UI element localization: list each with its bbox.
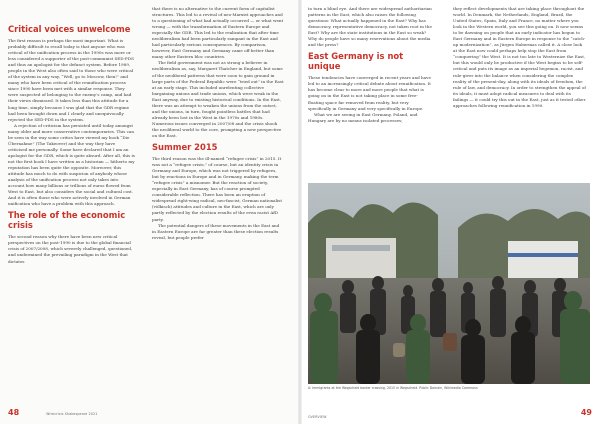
paragraph: The second reason why there have been new critical perspectives on the post-1990 is due to the global financial crisis of 2007/2008, which severely challenged, questioned, and undermined the prevailing paradigm in the West that dictates (8, 234, 133, 264)
column-4 (453, 6, 587, 109)
paragraph: These tendencies have converged in recent years and have led to an increasingly critical debate about reunification. It has become clear to more and more people that what is going on in the East is not taking place in some free-floating space far removed from reality, but very specifically in Germany and very specifically in Europe. (308, 75, 431, 111)
column-3 (308, 6, 432, 124)
book-gutter (298, 0, 302, 424)
heading-east-germany-not-unique: East Germany is not unique (308, 51, 404, 72)
section-label: OVERVIEW (308, 415, 327, 419)
publication-label: Wirecrisis Shakespeare 2021 (46, 412, 98, 416)
paragraph: that there is no alternative to the current form of capitalist structures. This led to a revival of neo-Marxist approaches and to a questioning of what had actually occurred — or what went wrong — with the transformation of Eastern Europe and especially the GDR. This led to the realization that after time neoliberalism had been particularly rampant in the East and had particularly serious consequences. By comparison, however, East Germany and Germany came off better than many other Eastern bloc countries. (152, 6, 284, 60)
page-number-right: 49 (580, 408, 592, 417)
paragraph: to turn a blind eye. And there are widespread authoritarian patterns in the East, which also raises the following questions: What actually happened in the East? Why has democracy, representative democracy, not taken root in the East? Why are the state institutions in the East so weak? Why do people have so many reservations about the media and the press? (308, 6, 432, 48)
paragraph: they reflect developments that are taking place throughout the world. In Denmark, the Netherlands, England, Brazil, the United States, Spain, Italy and France, no matter where you look in the Western world, you see this going on. It now seems to be dawning on people that an early indicator has begun to East Germany and in Eastern Europe in response to the “catch-up modernization”, as Jürgen Habermas called it. A close look at the East now could perhaps help stop the East from “conquering” the West. It is not too late to Westernize the East, but this would only be productive if the West begins to be self-critical and puts its image as an imperial hegemon, racist, and rule-giver into the balance when considering the complex reality of the present-day, along with its ideals of freedom, the rule of law, and democracy. In order to strengthen the appeal of its ideals, it must adopt radical measures to deal with its failings — it could try this out in the East, just as it tested other approaches following reunification in 1990. (453, 6, 586, 108)
paragraph: The third reason was the ill-named “refugee crisis” in 2015. It was not a “refugee crisis,” of course, but an identity crisis in Germany and Europe, which was not triggered by refugees, but by reactions in Europe and in Germany, making the term “refugee crisis” a misnomer. But the reaction of society, especially in East Germany, has of course prompted considerable reflection. There has been an eruption of widespread right-wing radical, neo-fascist, German nationalist (völkisch) attitudes and culture in the East, which are only partly reflected by the election results of the even racist AfD party. (152, 156, 282, 222)
refugees-police-photo (308, 183, 590, 384)
heading-critical-voices: Critical voices unwelcome (8, 24, 131, 34)
paragraph: A rejection of criticism has persisted until today amongst many older and more conservative contemporaries. This can be seen in the way some critics have viewed my book “Die Übernahme” (The Takeover) and the way they have criticised me personally. Some have declared that I am an apologist for the GDR, which is quite absurd. After all, this is not the first book I have written as a historian — hitherto my reputation has been quite the opposite. Moreover, this attitude has much to do with suspicion of anybody whose analysis of the unification process not only takes into account how many billions or trillions of euros flowed from West to East, but also considers the social and cultural cost. And it is often those who were actively involved in German unification who have a problem with this approach. (8, 122, 135, 207)
paragraph: The first reason is perhaps the most important. What is probably difficult to recall today is that anyone who was critical of the unification process in the 1990s was more or less considered a supporter of the post-communist SED-PDS and thus an apologist for the defunct system. Before 1989, people in the West also often said to those who were critical of the system in any way, “Well, go to Moscow, then!” and many who have been critical of the reunification process since 1990 have been met with a similar response. They were suspected of belonging to the enemy’s camp, and had their views dismissed. It takes less than this attitude for a long time, simply because I was glad that the GDR regime had been brought down and I clearly and unequivocally rejected the SED-PDS in the system. (8, 38, 134, 122)
column-2 (152, 6, 284, 241)
paragraph: The field government was not as strong a believer in neoliberalism as, say, Margaret Thatcher in England, but some of the neoliberal patterns that were soon to gain ground in large parts of the Federal Republic were “tried out” in the East at an early stage. This included unrelenting collective bargaining unions and trade unions, which were weak in the East anyway, due to existing historical conditions. In the East, there was an attempt to weaken the unions from the outset, and the unions, in turn, fought pointless battles that had already been lost in the West in the 1970s and 1980s. Numerous issues converged in 2007/08 and the crisis shook the neoliberal world to the core, prompting a new perspective on the East. (152, 60, 284, 138)
column-1 (8, 24, 135, 265)
heading-economic-crisis: The role of the economic crisis (8, 210, 126, 231)
paragraph: What we are seeing in East Germany, Poland, and Hungary are by no means isolated processes; (308, 111, 418, 123)
photo-illustration (308, 183, 590, 384)
left-folio (8, 400, 98, 419)
page-number-left: 48 (8, 408, 20, 417)
heading-summer-2015: Summer 2015 (152, 142, 218, 153)
paragraph: The potential dangers of these movements in the East and in Eastern Europe are far greater than these election results reveal, but people prefer (152, 222, 280, 240)
photo-caption: A: Immigrants at the Wegscheid border crossing, 2015 in Wegscheid. Public Domain, Wikimedia Commons (308, 386, 478, 390)
right-folio-number (581, 400, 592, 419)
right-folio-label (308, 403, 327, 422)
